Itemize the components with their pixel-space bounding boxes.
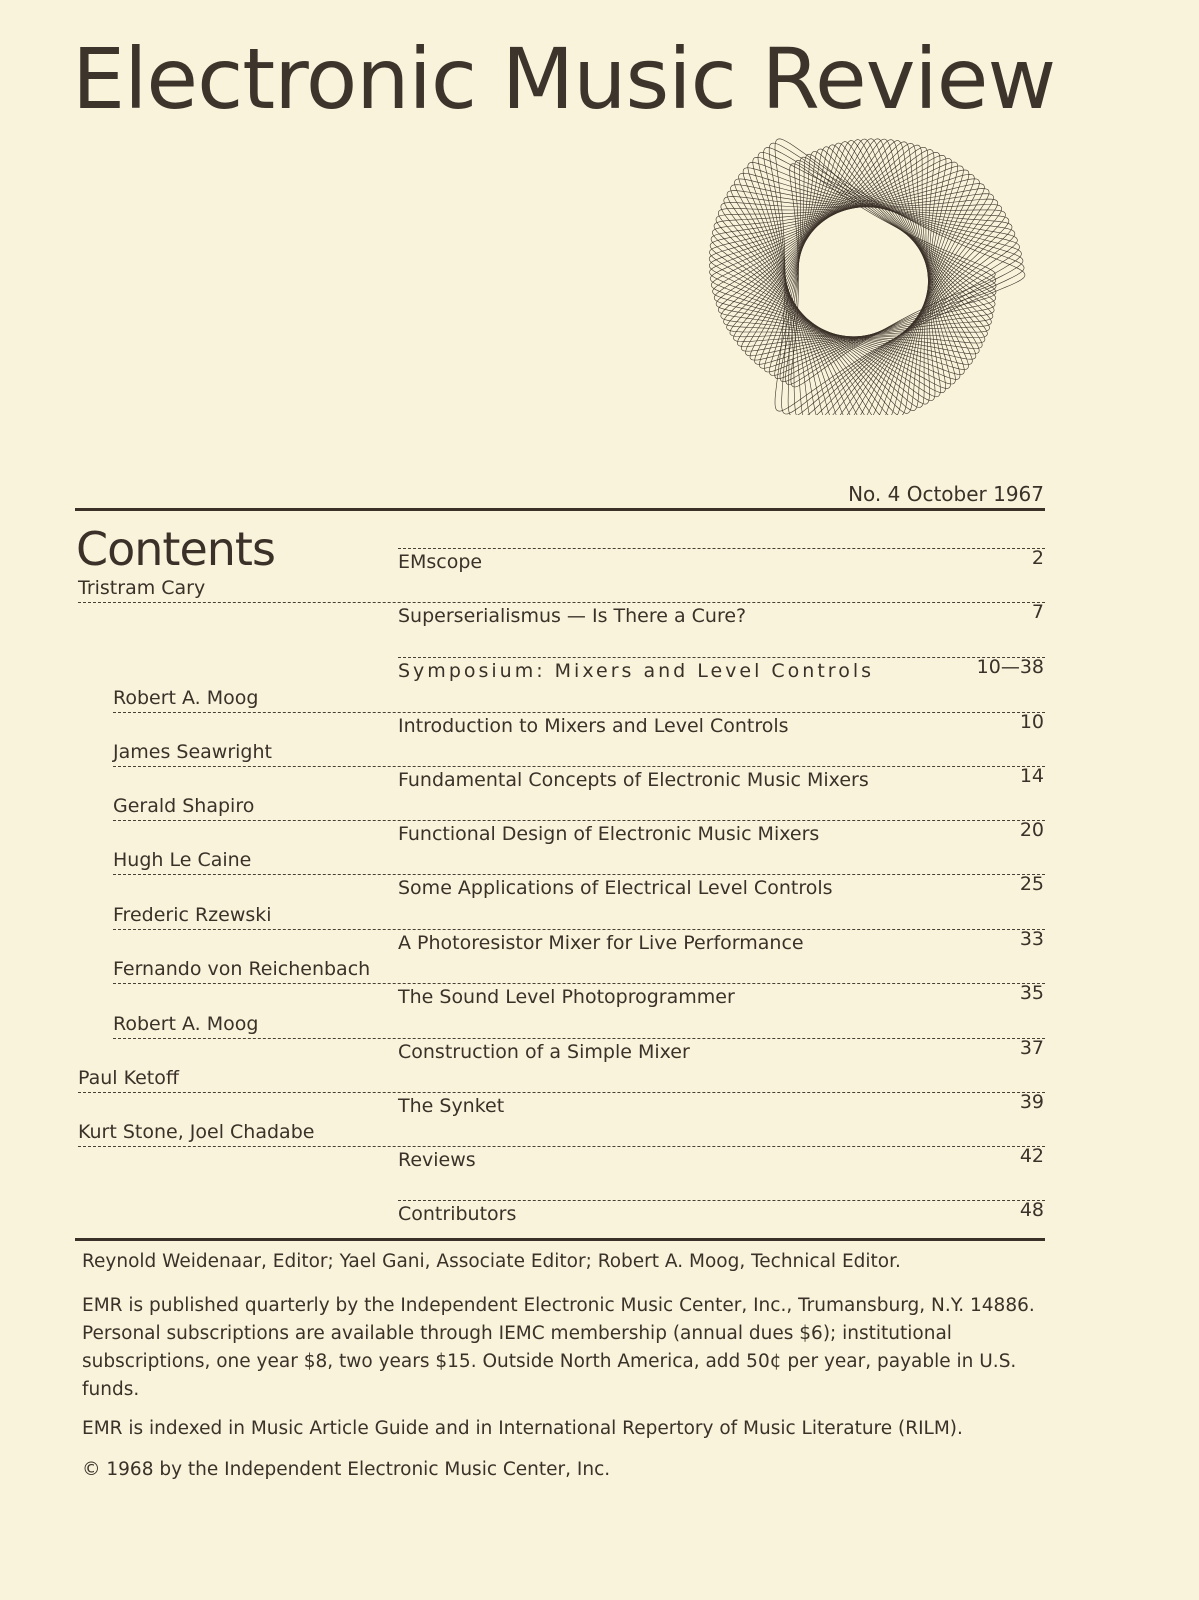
toc-author: Frederic Rzewski: [113, 904, 272, 926]
lissajous-ribbon-illustration: [660, 125, 1050, 415]
toc-page-number: 10—38: [976, 656, 1044, 678]
ribbon-curve: [721, 194, 994, 415]
toc-title: Construction of a Simple Mixer: [398, 1041, 690, 1063]
toc-page-number: 7: [1031, 601, 1044, 623]
leader-line: [398, 1200, 1045, 1201]
leader-line: [78, 1092, 1045, 1093]
toc-title: Functional Design of Electronic Music Mixers: [398, 823, 820, 845]
toc-page-number: 20: [1019, 819, 1044, 841]
toc-page-number: 33: [1019, 928, 1044, 950]
toc-title: Fundamental Concepts of Electronic Music Mixers: [398, 769, 869, 791]
toc-title: A Photoresistor Mixer for Live Performance: [398, 932, 804, 954]
toc-title: Superserialismus — Is There a Cure?: [398, 605, 747, 627]
toc-page-number: 37: [1019, 1037, 1044, 1059]
contents-heading: Contents: [76, 522, 275, 576]
header-rule: [75, 508, 1045, 511]
toc-page-number: 14: [1019, 765, 1044, 787]
toc-page-number: 25: [1019, 873, 1044, 895]
copyright: © 1968 by the Independent Electronic Music Center, Inc.: [82, 1459, 611, 1480]
leader-line: [398, 548, 1045, 549]
ribbon-curve: [753, 157, 1020, 415]
toc-author: Robert A. Moog: [113, 1013, 259, 1035]
issue-date: No. 4 October 1967: [848, 482, 1044, 506]
toc-author: Fernando von Reichenbach: [113, 958, 371, 980]
leader-line: [113, 929, 1045, 930]
leader-line: [398, 657, 1045, 658]
footer-rule: [75, 1238, 1045, 1241]
leader-line: [113, 874, 1045, 875]
toc-author: Hugh Le Caine: [113, 849, 252, 871]
leader-line: [113, 1038, 1045, 1039]
leader-line: [113, 820, 1045, 821]
toc-page-number: 10: [1019, 711, 1044, 733]
ribbon-curve: [764, 148, 1023, 415]
toc-author: Paul Ketoff: [78, 1067, 179, 1089]
toc-title: The Synket: [398, 1095, 505, 1117]
toc-title: Introduction to Mixers and Level Controls: [398, 715, 789, 737]
leader-line: [113, 712, 1045, 713]
leader-line: [113, 983, 1045, 984]
toc-title: Symposium: Mixers and Level Controls: [398, 660, 874, 682]
editors-line: Reynold Weidenaar, Editor; Yael Gani, Associate Editor; Robert A. Moog, Technical Editor.: [82, 1251, 901, 1272]
toc-title: Reviews: [398, 1149, 476, 1171]
leader-line: [78, 1146, 1045, 1147]
toc-title: The Sound Level Photoprogrammer: [398, 986, 735, 1008]
toc-page-number: 35: [1019, 982, 1044, 1004]
leader-line: [78, 602, 1045, 603]
toc-title: Some Applications of Electrical Level Controls: [398, 877, 833, 899]
toc-page-number: 48: [1019, 1199, 1044, 1221]
toc-page-number: 2: [1031, 547, 1044, 569]
index-info: EMR is indexed in Music Article Guide and in International Repertory of Music Literature (RILM).: [82, 1418, 963, 1439]
toc-author: Kurt Stone, Joel Chadabe: [78, 1121, 315, 1143]
toc-author: Robert A. Moog: [113, 687, 259, 709]
toc-page-number: 42: [1019, 1145, 1044, 1167]
toc-title: Contributors: [398, 1203, 517, 1225]
toc-author: Tristram Cary: [78, 577, 206, 599]
toc-author: James Seawright: [113, 741, 272, 763]
toc-author: Gerald Shapiro: [113, 795, 255, 817]
leader-line: [113, 766, 1045, 767]
toc-title: EMscope: [398, 551, 483, 573]
magazine-title: Electronic Music Review: [72, 30, 1056, 128]
publication-info: EMR is published quarterly by the Independent Electronic Music Center, Inc., Trumansburg, N.Y. 14886. Personal subscriptions are available through IEMC membership (annual dues $6); institutional subscriptions, one year $8, two years $15. Outside North America, add 50¢ per year, payable in U.S. funds.: [82, 1295, 1035, 1400]
toc-page-number: 39: [1019, 1091, 1044, 1113]
